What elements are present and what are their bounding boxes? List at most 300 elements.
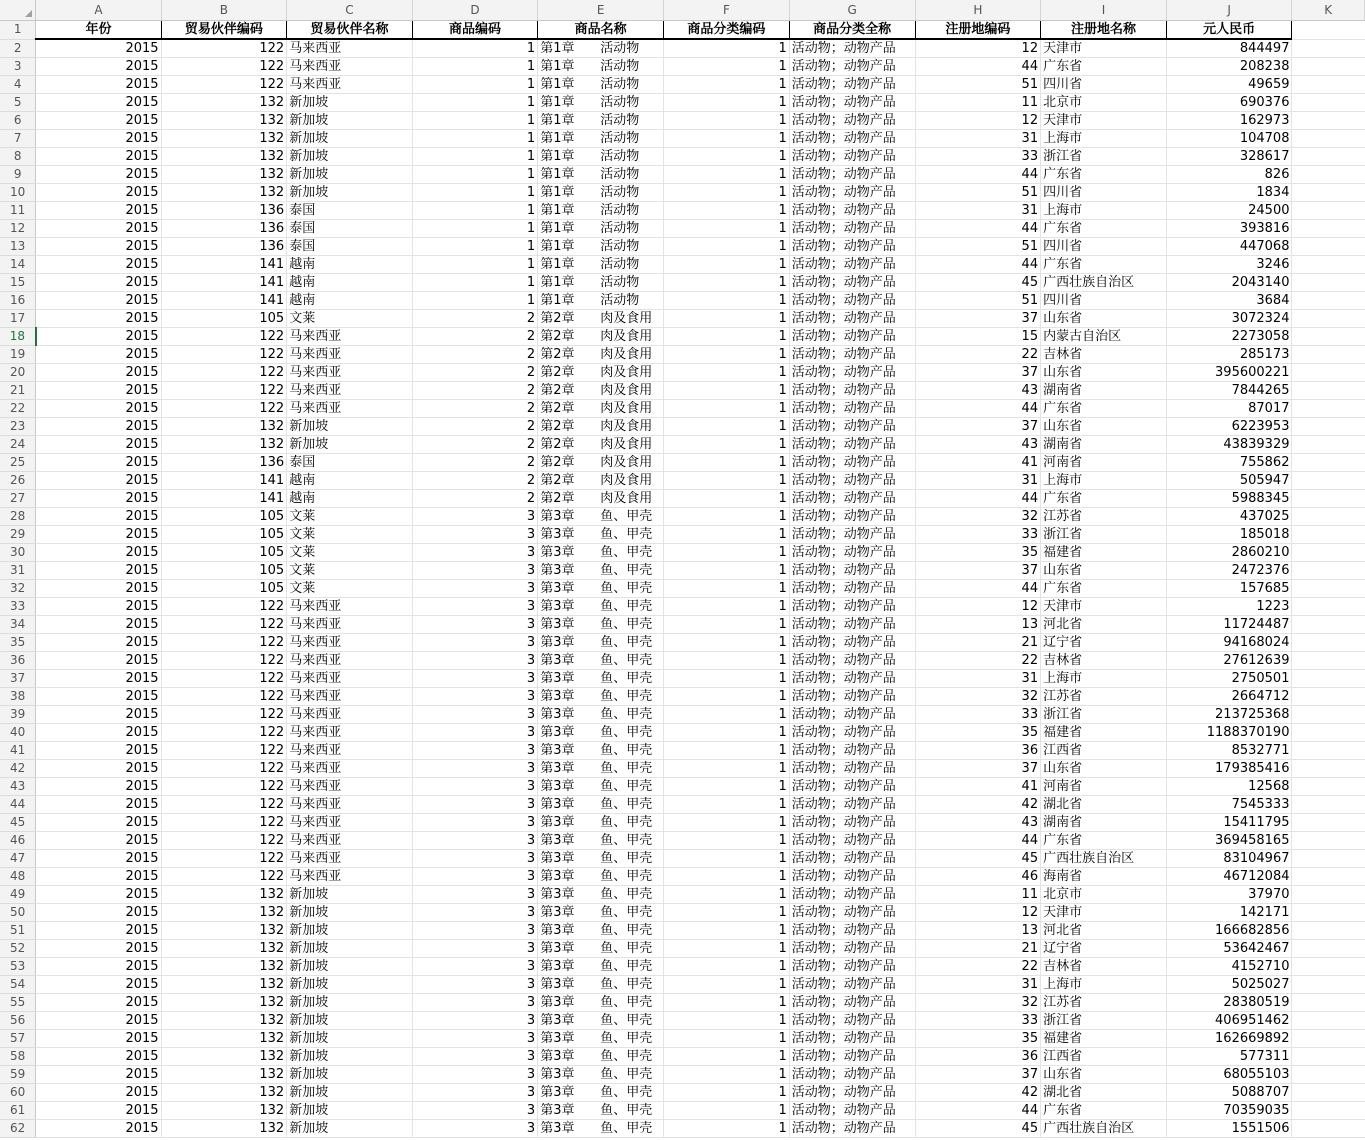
empty-cell[interactable] bbox=[1292, 238, 1365, 256]
amount-cell[interactable]: 166682856 bbox=[1166, 922, 1292, 940]
region-code-cell[interactable]: 45 bbox=[915, 274, 1041, 292]
partner-code-cell[interactable]: 132 bbox=[161, 922, 287, 940]
partner-name-cell[interactable]: 马来西亚 bbox=[287, 652, 413, 670]
year-cell[interactable]: 2015 bbox=[36, 508, 161, 526]
amount-cell[interactable]: 5025027 bbox=[1166, 976, 1292, 994]
region-code-cell[interactable]: 12 bbox=[915, 112, 1041, 130]
row-header-40[interactable]: 40 bbox=[0, 724, 36, 742]
amount-cell[interactable]: 213725368 bbox=[1166, 706, 1292, 724]
year-cell[interactable]: 2015 bbox=[36, 742, 161, 760]
class-code-cell[interactable]: 1 bbox=[664, 1012, 790, 1030]
region-name-cell[interactable]: 北京市 bbox=[1041, 94, 1167, 112]
region-code-cell[interactable]: 33 bbox=[915, 148, 1041, 166]
region-code-cell[interactable]: 37 bbox=[915, 1066, 1041, 1084]
product-code-cell[interactable]: 1 bbox=[412, 112, 537, 130]
class-code-cell[interactable]: 1 bbox=[664, 940, 790, 958]
product-code-cell[interactable]: 2 bbox=[412, 454, 537, 472]
partner-name-cell[interactable]: 文莱 bbox=[287, 544, 413, 562]
region-code-cell[interactable]: 32 bbox=[915, 994, 1041, 1012]
product-code-cell[interactable]: 3 bbox=[412, 562, 537, 580]
partner-name-cell[interactable]: 马来西亚 bbox=[287, 868, 413, 886]
partner-name-cell[interactable]: 新加坡 bbox=[287, 418, 413, 436]
partner-name-cell[interactable]: 文莱 bbox=[287, 580, 413, 598]
amount-cell[interactable]: 1834 bbox=[1166, 184, 1292, 202]
region-name-cell[interactable]: 湖南省 bbox=[1041, 382, 1167, 400]
product-code-cell[interactable]: 3 bbox=[412, 922, 537, 940]
empty-cell[interactable] bbox=[1292, 580, 1365, 598]
empty-cell[interactable] bbox=[1292, 850, 1365, 868]
class-name-cell[interactable]: 活动物；动物产品 bbox=[789, 310, 915, 328]
partner-code-cell[interactable]: 132 bbox=[161, 940, 287, 958]
region-name-cell[interactable]: 山东省 bbox=[1041, 562, 1167, 580]
year-cell[interactable]: 2015 bbox=[36, 526, 161, 544]
region-name-cell[interactable]: 福建省 bbox=[1041, 544, 1167, 562]
partner-code-cell[interactable]: 122 bbox=[161, 742, 287, 760]
row-header-55[interactable]: 55 bbox=[0, 994, 36, 1012]
empty-cell[interactable] bbox=[1292, 1066, 1365, 1084]
empty-cell[interactable] bbox=[1292, 220, 1365, 238]
partner-code-cell[interactable]: 141 bbox=[161, 274, 287, 292]
region-name-cell[interactable]: 四川省 bbox=[1041, 292, 1167, 310]
column-header-D[interactable]: D bbox=[412, 0, 537, 21]
year-cell[interactable]: 2015 bbox=[36, 94, 161, 112]
row-header-57[interactable]: 57 bbox=[0, 1030, 36, 1048]
region-name-cell[interactable]: 吉林省 bbox=[1041, 346, 1167, 364]
empty-cell[interactable] bbox=[1292, 148, 1365, 166]
region-name-cell[interactable]: 山东省 bbox=[1041, 310, 1167, 328]
partner-name-cell[interactable]: 越南 bbox=[287, 490, 413, 508]
row-header-29[interactable]: 29 bbox=[0, 526, 36, 544]
amount-cell[interactable]: 8532771 bbox=[1166, 742, 1292, 760]
partner-name-cell[interactable]: 新加坡 bbox=[287, 994, 413, 1012]
amount-cell[interactable]: 11724487 bbox=[1166, 616, 1292, 634]
partner-name-cell[interactable]: 马来西亚 bbox=[287, 39, 413, 58]
year-cell[interactable]: 2015 bbox=[36, 454, 161, 472]
partner-code-cell[interactable]: 122 bbox=[161, 760, 287, 778]
empty-cell[interactable] bbox=[1292, 1102, 1365, 1120]
year-cell[interactable]: 2015 bbox=[36, 1102, 161, 1120]
partner-code-cell[interactable]: 122 bbox=[161, 652, 287, 670]
product-code-cell[interactable]: 3 bbox=[412, 886, 537, 904]
partner-name-cell[interactable]: 新加坡 bbox=[287, 94, 413, 112]
product-name-cell[interactable] bbox=[538, 202, 664, 220]
region-code-cell[interactable]: 41 bbox=[915, 454, 1041, 472]
amount-cell[interactable]: 3684 bbox=[1166, 292, 1292, 310]
row-header-3[interactable]: 3 bbox=[0, 58, 36, 76]
class-name-cell[interactable]: 活动物；动物产品 bbox=[789, 1084, 915, 1102]
partner-name-cell[interactable]: 新加坡 bbox=[287, 940, 413, 958]
partner-name-cell[interactable]: 马来西亚 bbox=[287, 634, 413, 652]
region-name-cell[interactable]: 广东省 bbox=[1041, 166, 1167, 184]
row-header-14[interactable]: 14 bbox=[0, 256, 36, 274]
product-code-cell[interactable]: 2 bbox=[412, 310, 537, 328]
region-code-cell[interactable]: 22 bbox=[915, 652, 1041, 670]
product-code-cell[interactable]: 3 bbox=[412, 814, 537, 832]
region-name-cell[interactable]: 山东省 bbox=[1041, 418, 1167, 436]
partner-name-cell[interactable]: 泰国 bbox=[287, 220, 413, 238]
product-code-cell[interactable]: 2 bbox=[412, 418, 537, 436]
class-code-cell[interactable]: 1 bbox=[664, 76, 790, 94]
region-name-cell[interactable]: 天津市 bbox=[1041, 39, 1167, 58]
class-code-cell[interactable]: 1 bbox=[664, 994, 790, 1012]
amount-cell[interactable]: 83104967 bbox=[1166, 850, 1292, 868]
year-cell[interactable]: 2015 bbox=[36, 310, 161, 328]
class-code-cell[interactable]: 1 bbox=[664, 184, 790, 202]
class-name-cell[interactable]: 活动物；动物产品 bbox=[789, 976, 915, 994]
product-code-cell[interactable]: 1 bbox=[412, 148, 537, 166]
product-name-cell[interactable] bbox=[538, 562, 664, 580]
region-name-cell[interactable]: 广东省 bbox=[1041, 490, 1167, 508]
region-code-cell[interactable]: 44 bbox=[915, 58, 1041, 76]
class-name-cell[interactable]: 活动物；动物产品 bbox=[789, 418, 915, 436]
region-code-cell[interactable]: 11 bbox=[915, 94, 1041, 112]
region-name-cell[interactable]: 上海市 bbox=[1041, 976, 1167, 994]
partner-name-cell[interactable]: 新加坡 bbox=[287, 904, 413, 922]
partner-name-cell[interactable]: 马来西亚 bbox=[287, 778, 413, 796]
region-code-cell[interactable]: 12 bbox=[915, 598, 1041, 616]
partner-name-cell[interactable]: 新加坡 bbox=[287, 1048, 413, 1066]
partner-code-cell[interactable]: 132 bbox=[161, 994, 287, 1012]
row-header-28[interactable]: 28 bbox=[0, 508, 36, 526]
class-name-cell[interactable]: 活动物；动物产品 bbox=[789, 1066, 915, 1084]
year-cell[interactable]: 2015 bbox=[36, 346, 161, 364]
empty-cell[interactable] bbox=[1292, 274, 1365, 292]
partner-code-cell[interactable]: 132 bbox=[161, 1120, 287, 1138]
product-code-cell[interactable]: 3 bbox=[412, 634, 537, 652]
class-code-cell[interactable]: 1 bbox=[664, 1048, 790, 1066]
row-header-49[interactable]: 49 bbox=[0, 886, 36, 904]
region-code-cell[interactable]: 42 bbox=[915, 1084, 1041, 1102]
region-name-cell[interactable]: 江苏省 bbox=[1041, 994, 1167, 1012]
class-name-cell[interactable]: 活动物；动物产品 bbox=[789, 832, 915, 850]
amount-cell[interactable]: 1188370190 bbox=[1166, 724, 1292, 742]
partner-name-cell[interactable]: 新加坡 bbox=[287, 1084, 413, 1102]
amount-cell[interactable]: 406951462 bbox=[1166, 1012, 1292, 1030]
region-code-cell[interactable]: 42 bbox=[915, 796, 1041, 814]
class-code-cell[interactable]: 1 bbox=[664, 922, 790, 940]
region-code-cell[interactable]: 31 bbox=[915, 670, 1041, 688]
amount-cell[interactable]: 5988345 bbox=[1166, 490, 1292, 508]
region-code-cell[interactable]: 11 bbox=[915, 886, 1041, 904]
partner-code-cell[interactable]: 122 bbox=[161, 598, 287, 616]
partner-name-cell[interactable]: 新加坡 bbox=[287, 922, 413, 940]
year-cell[interactable]: 2015 bbox=[36, 220, 161, 238]
region-code-cell[interactable]: 43 bbox=[915, 436, 1041, 454]
empty-cell[interactable] bbox=[1292, 184, 1365, 202]
amount-cell[interactable]: 505947 bbox=[1166, 472, 1292, 490]
empty-cell[interactable] bbox=[1292, 616, 1365, 634]
region-name-cell[interactable]: 吉林省 bbox=[1041, 958, 1167, 976]
product-name-cell[interactable] bbox=[538, 724, 664, 742]
partner-name-cell[interactable]: 马来西亚 bbox=[287, 814, 413, 832]
empty-cell[interactable] bbox=[1292, 652, 1365, 670]
product-name-cell[interactable] bbox=[538, 58, 664, 76]
row-header-26[interactable]: 26 bbox=[0, 472, 36, 490]
partner-code-cell[interactable]: 132 bbox=[161, 1084, 287, 1102]
region-code-cell[interactable]: 43 bbox=[915, 814, 1041, 832]
region-code-cell[interactable]: 44 bbox=[915, 490, 1041, 508]
class-code-cell[interactable]: 1 bbox=[664, 526, 790, 544]
class-name-cell[interactable]: 活动物；动物产品 bbox=[789, 58, 915, 76]
partner-code-cell[interactable]: 122 bbox=[161, 39, 287, 58]
partner-name-cell[interactable]: 马来西亚 bbox=[287, 616, 413, 634]
year-cell[interactable]: 2015 bbox=[36, 436, 161, 454]
product-name-cell[interactable] bbox=[538, 904, 664, 922]
class-name-cell[interactable]: 活动物；动物产品 bbox=[789, 1120, 915, 1138]
region-name-cell[interactable]: 湖北省 bbox=[1041, 1084, 1167, 1102]
partner-code-cell[interactable]: 141 bbox=[161, 490, 287, 508]
product-code-cell[interactable]: 1 bbox=[412, 238, 537, 256]
class-name-cell[interactable]: 活动物；动物产品 bbox=[789, 238, 915, 256]
year-cell[interactable]: 2015 bbox=[36, 976, 161, 994]
partner-code-cell[interactable]: 105 bbox=[161, 544, 287, 562]
region-code-cell[interactable]: 31 bbox=[915, 202, 1041, 220]
partner-code-cell[interactable]: 132 bbox=[161, 976, 287, 994]
product-name-cell[interactable] bbox=[538, 508, 664, 526]
product-code-cell[interactable]: 1 bbox=[412, 220, 537, 238]
product-name-cell[interactable] bbox=[538, 274, 664, 292]
region-code-cell[interactable]: 21 bbox=[915, 634, 1041, 652]
product-name-cell[interactable] bbox=[538, 544, 664, 562]
class-name-cell[interactable]: 活动物；动物产品 bbox=[789, 454, 915, 472]
region-code-cell[interactable]: 44 bbox=[915, 580, 1041, 598]
empty-cell[interactable] bbox=[1292, 364, 1365, 382]
year-cell[interactable]: 2015 bbox=[36, 130, 161, 148]
class-code-cell[interactable]: 1 bbox=[664, 472, 790, 490]
region-code-cell[interactable]: 31 bbox=[915, 976, 1041, 994]
row-header-42[interactable]: 42 bbox=[0, 760, 36, 778]
empty-cell[interactable] bbox=[1292, 598, 1365, 616]
class-name-cell[interactable]: 活动物；动物产品 bbox=[789, 508, 915, 526]
partner-name-cell[interactable]: 新加坡 bbox=[287, 976, 413, 994]
product-code-cell[interactable]: 3 bbox=[412, 994, 537, 1012]
class-name-cell[interactable]: 活动物；动物产品 bbox=[789, 148, 915, 166]
partner-code-cell[interactable]: 122 bbox=[161, 688, 287, 706]
empty-cell[interactable] bbox=[1292, 94, 1365, 112]
product-code-cell[interactable]: 1 bbox=[412, 39, 537, 58]
amount-cell[interactable]: 104708 bbox=[1166, 130, 1292, 148]
product-name-cell[interactable] bbox=[538, 112, 664, 130]
class-name-cell[interactable]: 活动物；动物产品 bbox=[789, 256, 915, 274]
row-header-58[interactable]: 58 bbox=[0, 1048, 36, 1066]
region-code-cell[interactable]: 51 bbox=[915, 292, 1041, 310]
amount-cell[interactable]: 7844265 bbox=[1166, 382, 1292, 400]
year-cell[interactable]: 2015 bbox=[36, 1012, 161, 1030]
year-cell[interactable]: 2015 bbox=[36, 868, 161, 886]
class-code-cell[interactable]: 1 bbox=[664, 814, 790, 832]
row-header-41[interactable]: 41 bbox=[0, 742, 36, 760]
region-name-cell[interactable]: 湖南省 bbox=[1041, 814, 1167, 832]
empty-cell[interactable] bbox=[1292, 400, 1365, 418]
partner-name-cell[interactable]: 文莱 bbox=[287, 562, 413, 580]
row-header-21[interactable]: 21 bbox=[0, 382, 36, 400]
region-name-cell[interactable]: 山东省 bbox=[1041, 1066, 1167, 1084]
region-name-cell[interactable]: 上海市 bbox=[1041, 202, 1167, 220]
row-header-38[interactable]: 38 bbox=[0, 688, 36, 706]
class-name-cell[interactable]: 活动物；动物产品 bbox=[789, 220, 915, 238]
region-name-cell[interactable]: 江苏省 bbox=[1041, 688, 1167, 706]
region-name-cell[interactable]: 天津市 bbox=[1041, 598, 1167, 616]
product-code-cell[interactable]: 1 bbox=[412, 274, 537, 292]
product-name-cell[interactable] bbox=[538, 364, 664, 382]
amount-cell[interactable]: 1223 bbox=[1166, 598, 1292, 616]
year-cell[interactable]: 2015 bbox=[36, 796, 161, 814]
class-code-cell[interactable]: 1 bbox=[664, 490, 790, 508]
partner-code-cell[interactable]: 136 bbox=[161, 238, 287, 256]
region-name-cell[interactable]: 四川省 bbox=[1041, 238, 1167, 256]
row-header-4[interactable]: 4 bbox=[0, 76, 36, 94]
product-code-cell[interactable]: 3 bbox=[412, 1048, 537, 1066]
class-code-cell[interactable]: 1 bbox=[664, 274, 790, 292]
partner-code-cell[interactable]: 132 bbox=[161, 130, 287, 148]
region-code-cell[interactable]: 31 bbox=[915, 472, 1041, 490]
region-code-cell[interactable]: 46 bbox=[915, 868, 1041, 886]
amount-cell[interactable]: 53642467 bbox=[1166, 940, 1292, 958]
product-code-cell[interactable]: 3 bbox=[412, 976, 537, 994]
year-cell[interactable]: 2015 bbox=[36, 760, 161, 778]
amount-cell[interactable]: 1551506 bbox=[1166, 1120, 1292, 1138]
product-name-cell[interactable] bbox=[538, 238, 664, 256]
column-header-F[interactable]: F bbox=[664, 0, 790, 21]
class-name-cell[interactable]: 活动物；动物产品 bbox=[789, 580, 915, 598]
class-name-cell[interactable]: 活动物；动物产品 bbox=[789, 958, 915, 976]
product-name-cell[interactable] bbox=[538, 526, 664, 544]
product-code-cell[interactable]: 3 bbox=[412, 760, 537, 778]
class-code-cell[interactable]: 1 bbox=[664, 706, 790, 724]
product-code-cell[interactable]: 3 bbox=[412, 706, 537, 724]
column-header-B[interactable]: B bbox=[161, 0, 287, 21]
empty-cell[interactable] bbox=[1292, 868, 1365, 886]
row-header-54[interactable]: 54 bbox=[0, 976, 36, 994]
column-header-G[interactable]: G bbox=[789, 0, 915, 21]
partner-code-cell[interactable]: 122 bbox=[161, 346, 287, 364]
partner-name-cell[interactable]: 新加坡 bbox=[287, 1066, 413, 1084]
partner-code-cell[interactable]: 105 bbox=[161, 562, 287, 580]
class-name-cell[interactable]: 活动物；动物产品 bbox=[789, 526, 915, 544]
product-code-cell[interactable]: 1 bbox=[412, 256, 537, 274]
column-header-C[interactable]: C bbox=[287, 0, 413, 21]
amount-cell[interactable]: 369458165 bbox=[1166, 832, 1292, 850]
region-code-cell[interactable]: 45 bbox=[915, 1120, 1041, 1138]
class-name-cell[interactable]: 活动物；动物产品 bbox=[789, 274, 915, 292]
class-name-cell[interactable]: 活动物；动物产品 bbox=[789, 346, 915, 364]
product-code-cell[interactable]: 3 bbox=[412, 832, 537, 850]
partner-name-cell[interactable]: 马来西亚 bbox=[287, 382, 413, 400]
product-code-cell[interactable]: 3 bbox=[412, 796, 537, 814]
empty-cell[interactable] bbox=[1292, 904, 1365, 922]
partner-code-cell[interactable]: 132 bbox=[161, 436, 287, 454]
empty-cell[interactable] bbox=[1292, 508, 1365, 526]
empty-cell[interactable] bbox=[1292, 940, 1365, 958]
field-header-cell[interactable]: 商品分类编码 bbox=[664, 21, 790, 40]
product-code-cell[interactable]: 2 bbox=[412, 472, 537, 490]
region-code-cell[interactable]: 44 bbox=[915, 400, 1041, 418]
product-name-cell[interactable] bbox=[538, 976, 664, 994]
amount-cell[interactable]: 2664712 bbox=[1166, 688, 1292, 706]
partner-name-cell[interactable]: 马来西亚 bbox=[287, 364, 413, 382]
region-name-cell[interactable]: 河北省 bbox=[1041, 616, 1167, 634]
year-cell[interactable]: 2015 bbox=[36, 958, 161, 976]
amount-cell[interactable]: 28380519 bbox=[1166, 994, 1292, 1012]
empty-cell[interactable] bbox=[1292, 922, 1365, 940]
class-code-cell[interactable]: 1 bbox=[664, 634, 790, 652]
empty-cell[interactable] bbox=[1292, 742, 1365, 760]
product-code-cell[interactable]: 1 bbox=[412, 130, 537, 148]
product-code-cell[interactable]: 2 bbox=[412, 490, 537, 508]
region-code-cell[interactable]: 13 bbox=[915, 616, 1041, 634]
partner-name-cell[interactable]: 越南 bbox=[287, 256, 413, 274]
class-code-cell[interactable]: 1 bbox=[664, 868, 790, 886]
partner-code-cell[interactable]: 132 bbox=[161, 112, 287, 130]
partner-name-cell[interactable]: 马来西亚 bbox=[287, 346, 413, 364]
amount-cell[interactable]: 208238 bbox=[1166, 58, 1292, 76]
partner-name-cell[interactable]: 马来西亚 bbox=[287, 832, 413, 850]
field-header-cell[interactable]: 注册地编码 bbox=[915, 21, 1041, 40]
region-name-cell[interactable]: 山东省 bbox=[1041, 760, 1167, 778]
partner-name-cell[interactable]: 新加坡 bbox=[287, 886, 413, 904]
year-cell[interactable]: 2015 bbox=[36, 850, 161, 868]
partner-name-cell[interactable]: 越南 bbox=[287, 274, 413, 292]
row-header-32[interactable]: 32 bbox=[0, 580, 36, 598]
class-name-cell[interactable]: 活动物；动物产品 bbox=[789, 1048, 915, 1066]
region-code-cell[interactable]: 15 bbox=[915, 328, 1041, 346]
partner-code-cell[interactable]: 122 bbox=[161, 778, 287, 796]
field-header-cell[interactable]: 元人民币 bbox=[1166, 21, 1292, 40]
class-name-cell[interactable]: 活动物；动物产品 bbox=[789, 166, 915, 184]
partner-name-cell[interactable]: 新加坡 bbox=[287, 166, 413, 184]
product-code-cell[interactable]: 2 bbox=[412, 436, 537, 454]
product-code-cell[interactable]: 3 bbox=[412, 670, 537, 688]
partner-name-cell[interactable]: 新加坡 bbox=[287, 1120, 413, 1138]
row-header-5[interactable]: 5 bbox=[0, 94, 36, 112]
region-name-cell[interactable]: 广东省 bbox=[1041, 220, 1167, 238]
product-name-cell[interactable] bbox=[538, 922, 664, 940]
partner-code-cell[interactable]: 141 bbox=[161, 292, 287, 310]
class-name-cell[interactable]: 活动物；动物产品 bbox=[789, 688, 915, 706]
product-code-cell[interactable]: 1 bbox=[412, 166, 537, 184]
class-code-cell[interactable]: 1 bbox=[664, 238, 790, 256]
amount-cell[interactable]: 285173 bbox=[1166, 346, 1292, 364]
amount-cell[interactable]: 15411795 bbox=[1166, 814, 1292, 832]
partner-code-cell[interactable]: 122 bbox=[161, 796, 287, 814]
row-header-33[interactable]: 33 bbox=[0, 598, 36, 616]
product-code-cell[interactable]: 3 bbox=[412, 580, 537, 598]
year-cell[interactable]: 2015 bbox=[36, 148, 161, 166]
amount-cell[interactable]: 24500 bbox=[1166, 202, 1292, 220]
partner-name-cell[interactable]: 马来西亚 bbox=[287, 400, 413, 418]
class-code-cell[interactable]: 1 bbox=[664, 760, 790, 778]
row-header-23[interactable]: 23 bbox=[0, 418, 36, 436]
empty-cell[interactable] bbox=[1292, 706, 1365, 724]
product-code-cell[interactable]: 3 bbox=[412, 778, 537, 796]
class-code-cell[interactable]: 1 bbox=[664, 598, 790, 616]
partner-name-cell[interactable]: 马来西亚 bbox=[287, 706, 413, 724]
partner-name-cell[interactable]: 马来西亚 bbox=[287, 688, 413, 706]
region-code-cell[interactable]: 44 bbox=[915, 832, 1041, 850]
region-name-cell[interactable]: 河南省 bbox=[1041, 778, 1167, 796]
row-header-1[interactable]: 1 bbox=[0, 21, 36, 40]
year-cell[interactable]: 2015 bbox=[36, 616, 161, 634]
class-code-cell[interactable]: 1 bbox=[664, 418, 790, 436]
partner-code-cell[interactable]: 132 bbox=[161, 418, 287, 436]
amount-cell[interactable]: 844497 bbox=[1166, 39, 1292, 58]
region-name-cell[interactable]: 天津市 bbox=[1041, 112, 1167, 130]
partner-name-cell[interactable]: 新加坡 bbox=[287, 184, 413, 202]
product-name-cell[interactable] bbox=[538, 400, 664, 418]
class-name-cell[interactable]: 活动物；动物产品 bbox=[789, 994, 915, 1012]
product-name-cell[interactable] bbox=[538, 76, 664, 94]
field-header-cell[interactable]: 年份 bbox=[36, 21, 161, 40]
